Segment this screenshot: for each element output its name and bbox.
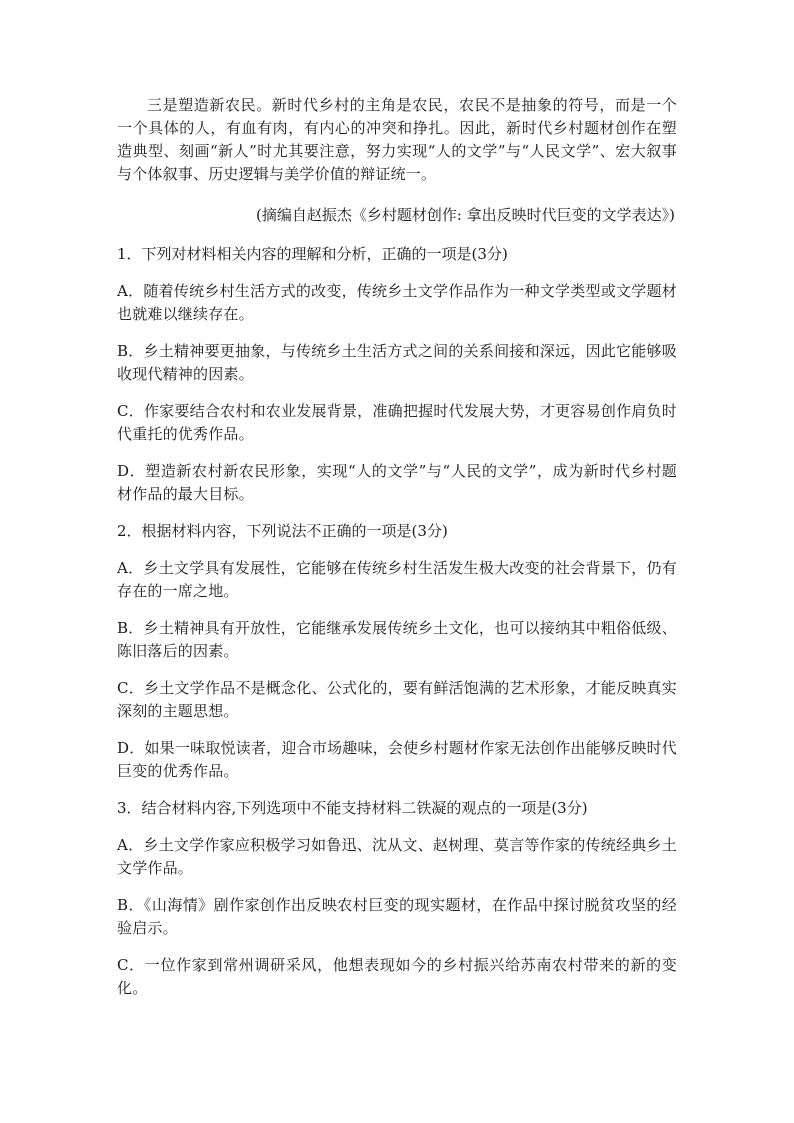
question-stem: 2．根据材料内容，下列说法不正确的一项是(3分) xyxy=(117,522,448,540)
question-stem: 1．下列对材料相关内容的理解和分析，正确的一项是(3分) xyxy=(117,245,508,263)
passage-source: (摘编自赵振杰《乡村题材创作: 拿出反映时代巨变的文学表达》) xyxy=(255,206,675,224)
option-c: C．一位作家到常州调研采风，他想表现如今的乡村振兴给苏南农村带来的新的变化。 xyxy=(117,956,677,997)
option-a: A．乡土文学作家应积极学习如鲁迅、沈从文、赵树理、莫言等作家的传统经典乡土文学作品。 xyxy=(117,836,677,877)
question-stem: 3．结合材料内容,下列选项中不能支持材料二铁凝的观点的一项是(3分) xyxy=(117,799,588,817)
option-d: D．如果一味取悦读者，迎合市场趣味，会使乡村题材作家无法创作出能够反映时代巨变的优秀作品。 xyxy=(117,739,677,780)
option-a: A．乡土文学具有发展性，它能够在传统乡村生活发生极大改变的社会背景下，仍有存在的一席之地。 xyxy=(117,559,677,600)
passage-paragraph: 三是塑造新农民。新时代乡村的主角是农民，农民不是抽象的符号，而是一个一个具体的人，有血有肉，有内心的冲突和挣扎。因此，新时代乡村题材创作在塑造典型、刻画“新人”时尤其要注意，努力实现“人的文学”与“人民文学”、宏大叙事与个体叙事、历史逻辑与美学价值的辩证统一。 xyxy=(117,96,677,183)
document-page xyxy=(117,94,677,1014)
option-c: C．作家要结合农村和农业发展背景，准确把握时代发展大势，才更容易创作肩负时代重托的优秀作品。 xyxy=(117,402,677,443)
question-2 xyxy=(117,520,677,783)
option-b: B．乡土精神具有开放性，它能继承发展传统乡土文化，也可以接纳其中粗俗低级、陈旧落后的因素。 xyxy=(117,619,677,660)
option-c: C．乡土文学作品不是概念化、公式化的，要有鲜活饱满的艺术形象，才能反映真实深刻的主题思想。 xyxy=(117,679,677,720)
option-b: B．《山海情》剧作家创作出反映农村巨变的现实题材，在作品中探讨脱贫攻坚的经验启示。 xyxy=(117,896,677,937)
question-1 xyxy=(117,243,677,506)
option-a: A．随着传统乡村生活方式的改变，传统乡土文学作品作为一种文学类型或文学题材也就难以继续存在。 xyxy=(117,282,677,323)
question-3 xyxy=(117,797,677,1000)
option-b: B．乡土精神要更抽象，与传统乡土生活方式之间的关系间接和深远，因此它能够吸收现代精神的因素。 xyxy=(117,342,677,383)
option-d: D．塑造新农村新农民形象，实现“人的文学”与“人民的文学”，成为新时代乡村题材作品的最大目标。 xyxy=(117,462,677,503)
